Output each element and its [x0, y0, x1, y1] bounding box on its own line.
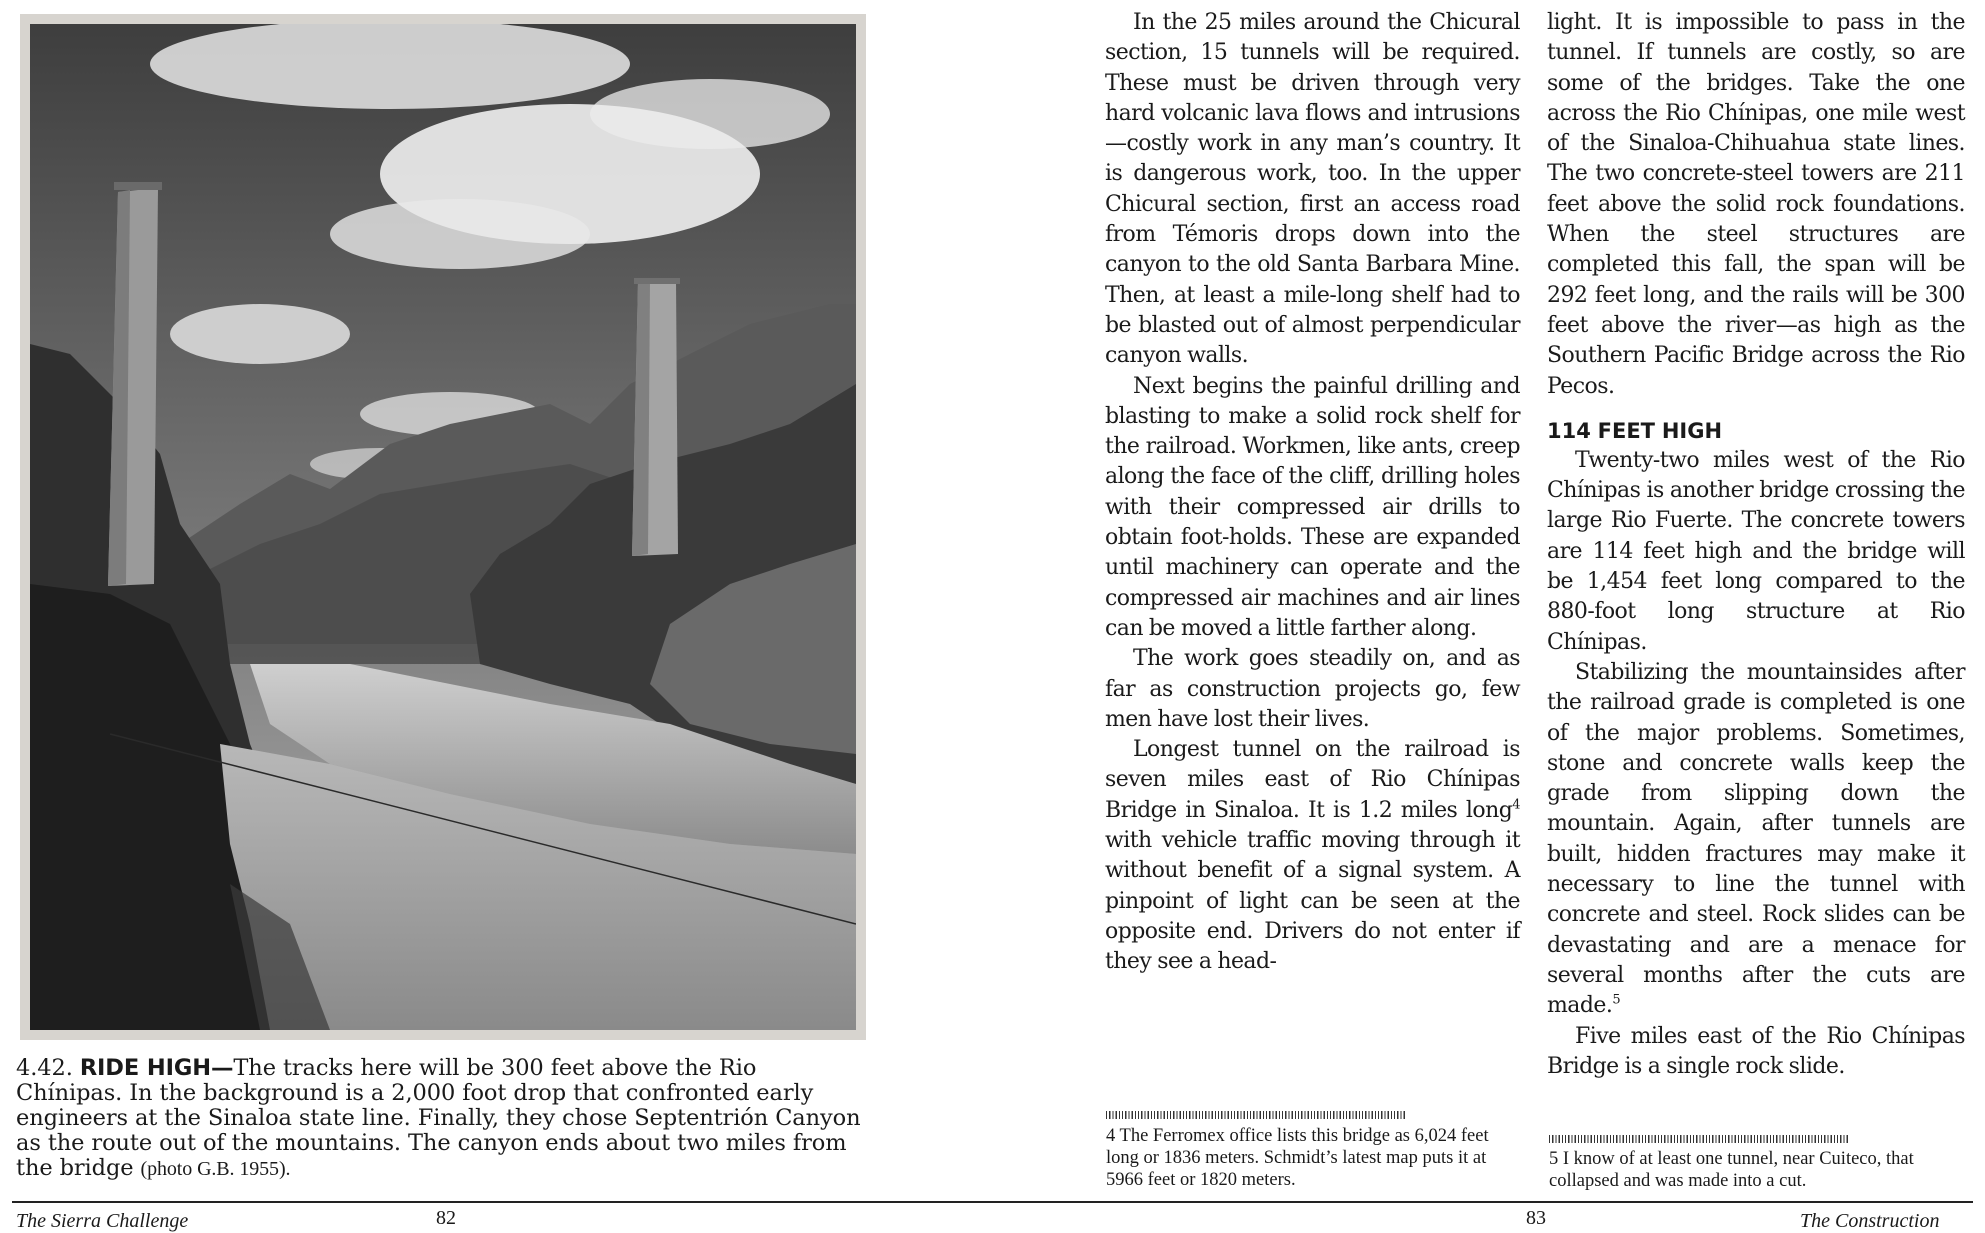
footnote-5: 5 I know of at least one tunnel, near Cuiteco, that collapsed and was made into a cut. [1549, 1149, 1914, 1191]
section-heading: 114 FEET HIGH [1547, 418, 1723, 443]
photo-caption [16, 1056, 866, 1182]
text-column-2 [1547, 8, 1965, 1082]
footer-rule-right [1100, 1201, 1973, 1203]
photo-frame [20, 14, 866, 1040]
footnote-rule-2 [1549, 1135, 1849, 1143]
paragraph: light. It is impossible to pass in the tunnel. If tunnels are costly, so are some of the bridges. Take the one across the Rio Chínipas, one mile west of the Sinaloa-Chihuahua state lines. The two concrete-steel towers are 211 feet above the solid rock foundations. When the steel structures are completed this fall, the span will be 292 feet long, and the rails will be 300 feet above the river—as high as the Southern Pacific Bridge across the Rio Pecos. [1547, 10, 1965, 399]
footer-title-left: The Sierra Challenge [16, 1210, 189, 1232]
caption-title: RIDE HIGH— [79, 1055, 234, 1081]
caption-number: 4.42. [16, 1055, 73, 1081]
footer-rule-left [12, 1201, 1100, 1203]
footnote-ref: 5 [1612, 992, 1621, 1008]
footnote-4: 4 The Ferromex office lists this bridge as 6,024 feet long or 1836 meters. Schmidt’s latest map puts it at 5966 feet or 1820 meters. [1106, 1126, 1489, 1190]
paragraph: The work goes steadily on, and as far as construction projects go, few men have lost their lives. [1105, 646, 1520, 732]
paragraph: Next begins the painful drilling and blasting to make a solid rock shelf for the railroad. Workmen, like ants, creep along the face of the cliff, drilling holes with their compressed air drills to obtain foot-holds. These are expanded until machinery can operate and the compressed air machines and air lines can be moved a little farther along. [1105, 373, 1520, 641]
page-number-left: 82 [436, 1207, 456, 1229]
footer-title-right: The Construction [1800, 1210, 1940, 1232]
paragraph-text: Longest tunnel on the railroad is seven miles east of Rio Chínipas Bridge in Sinaloa. It is 1.2 miles long [1105, 737, 1520, 823]
paragraph: Twenty-two miles west of the Rio Chínipas is another bridge crossing the large Rio Fuerte. The concrete towers are 114 feet high and the bridge will be 1,454 feet long compared to the 880-foot long structure at Rio Chínipas. [1547, 447, 1965, 655]
footnote-rule-1 [1106, 1111, 1406, 1119]
paragraph-text: Stabilizing the mountainsides after the railroad grade is completed is one of the major problems. Sometimes, stone and concrete walls keep the grade from slipping down the mountain. Again, after tunnels are built, hidden fractures may make it necessary to line the tunnel with concrete and steel. Rock slides can be devastating and are a menace for several months after the cuts are made. [1547, 659, 1965, 1019]
page-number-right: 83 [1526, 1207, 1546, 1229]
paragraph: Five miles east of the Rio Chínipas Bridge is a single rock slide. [1547, 1023, 1965, 1079]
caption-body: The tracks here will be 300 feet above the Rio Chínipas. In the background is a 2,000 foot drop that confronted early engineers at the Sinaloa state line. Finally, they chose Septentrión Canyon as the route out of the mountains. The canyon ends about two miles from the bridge [16, 1055, 861, 1181]
paragraph [1547, 658, 1965, 1022]
footnote-ref: 4 [1512, 797, 1520, 813]
caption-credit: (photo G.B. 1955). [140, 1158, 291, 1180]
text-column-1 [1105, 8, 1520, 978]
paragraph: In the 25 miles around the Chicural section, 15 tunnels will be required. These must be driven through very hard volcanic lava flows and intrusions—costly work in any man’s country. It is dangerous work, too. In the upper Chicural section, first an access road from Témoris drops down into the canyon to the old Santa Barbara Mine. Then, at least a mile-long shelf had to be blasted out of almost perpendicular canyon walls. [1105, 10, 1520, 369]
bridge-towers-photo [30, 24, 856, 1030]
paragraph-text: with vehicle traffic moving through it without benefit of a signal system. A pinpoint of light can be seen at the opposite end. Drivers do not enter if they see a head- [1105, 828, 1520, 975]
paragraph [1105, 735, 1520, 977]
